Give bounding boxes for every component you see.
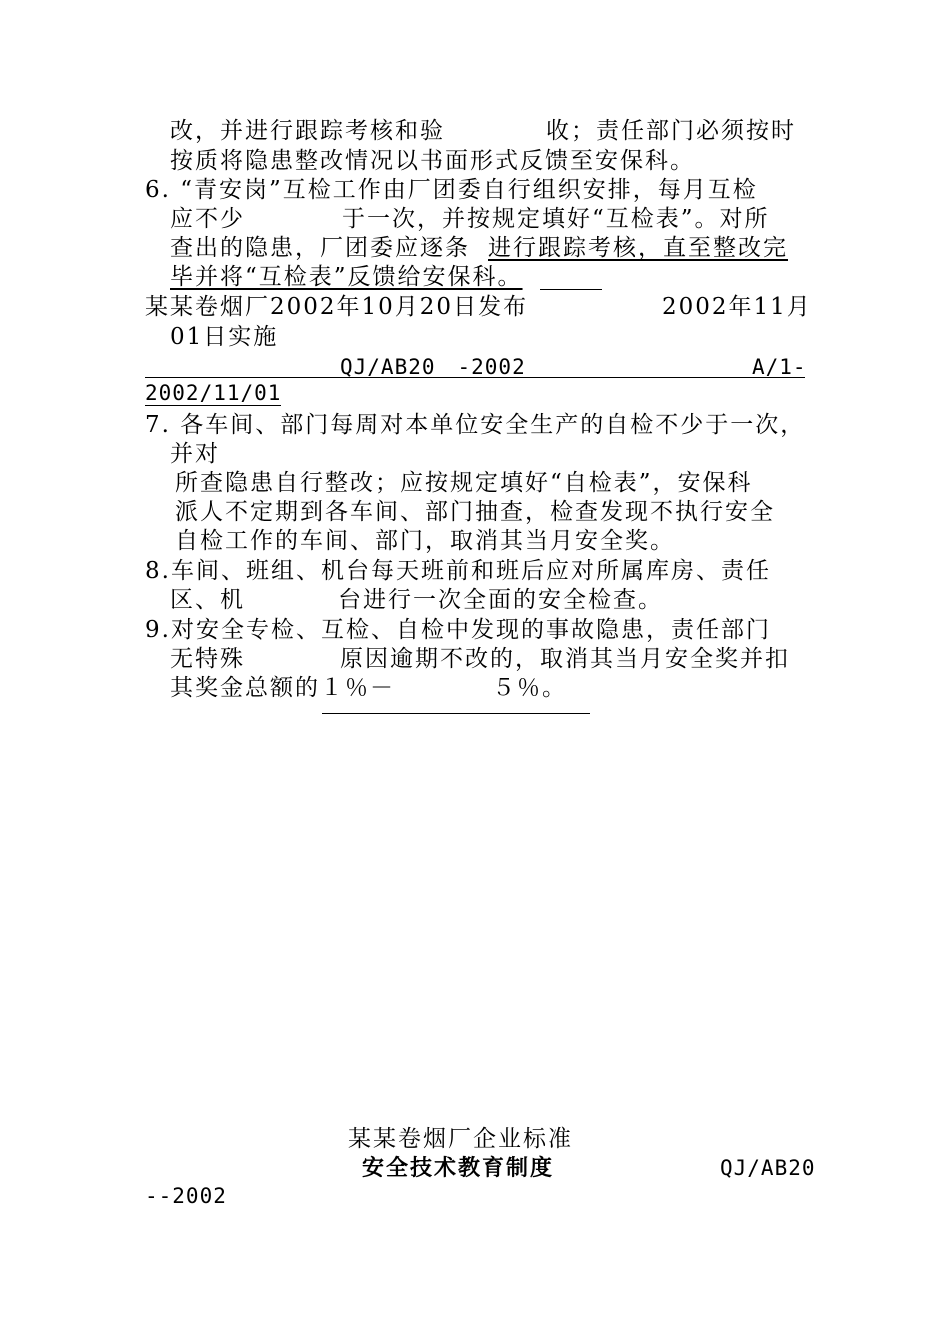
section-end-rule <box>322 713 590 714</box>
item6-underline-tail <box>540 289 602 290</box>
footer-code-b: --2002 <box>145 1184 227 1208</box>
item7-line3: 所查隐患自行整改；应按规定填好“自检表”，安保科 <box>175 470 753 496</box>
item7-line4: 派人不定期到各车间、部门抽查，检查发现不执行安全 <box>175 499 775 525</box>
item7-line2: 并对 <box>170 441 220 467</box>
item9-line3b: ５％。 <box>492 675 567 701</box>
item9-line1: 9.对安全专检、互检、自检中发现的事故隐患，责任部门 <box>145 617 771 643</box>
item7-line1: 7. 各车间、部门每周对本单位安全生产的自检不少于一次， <box>145 412 806 438</box>
release-issued: 某某卷烟厂2002年10月20日发布 <box>145 294 529 320</box>
item8-line1: 8.车间、班组、机台每天班前和班后应对所属库房、责任 <box>145 558 771 584</box>
item6-line3a: 查出的隐患，厂团委应逐条 <box>170 235 470 261</box>
item8-line2a: 区、机 <box>170 587 245 613</box>
header2-code: QJ/AB20 -2002 <box>340 355 526 379</box>
header2-rev-a: A/1- <box>752 355 807 379</box>
doc-title: 安全技术教育制度 <box>362 1155 555 1181</box>
p1-line1a: 改，并进行跟踪考核和验 <box>170 118 445 144</box>
release-effective-a: 2002年11月 <box>662 294 812 320</box>
item9-line2b: 原因逾期不改的，取消其当月安全奖并扣 <box>340 646 790 672</box>
release-effective-b: 01日实施 <box>170 324 279 350</box>
header2-rev-b: 2002/11/01 <box>145 381 282 405</box>
item8-line2b: 台进行一次全面的安全检查。 <box>338 587 663 613</box>
header2-rev-underline <box>145 405 281 406</box>
item6-line2a: 应不少 <box>170 206 245 232</box>
item6-line2b: 于一次，并按规定填好“互检表”。对所 <box>342 206 770 232</box>
p1-line2: 按质将隐患整改情况以书面形式反馈至安保科。 <box>170 148 695 174</box>
item6-line1: 6. “青安岗”互检工作由厂团委自行组织安排，每月互检 <box>145 177 758 203</box>
item9-line3a: 其奖金总额的１％－ <box>170 675 395 701</box>
item9-line2a: 无特殊 <box>170 646 245 672</box>
p1-line1b: 收；责任部门必须按时 <box>546 118 796 144</box>
item6-line3b: 进行跟踪考核，直至整改完 <box>488 235 788 261</box>
company-standard: 某某卷烟厂企业标准 <box>348 1126 573 1152</box>
footer-code-a: QJ/AB20 <box>720 1156 816 1180</box>
item6-line4: 毕并将“互检表”反馈给安保科。 <box>170 264 523 290</box>
item7-line5: 自检工作的车间、部门，取消其当月安全奖。 <box>175 528 675 554</box>
